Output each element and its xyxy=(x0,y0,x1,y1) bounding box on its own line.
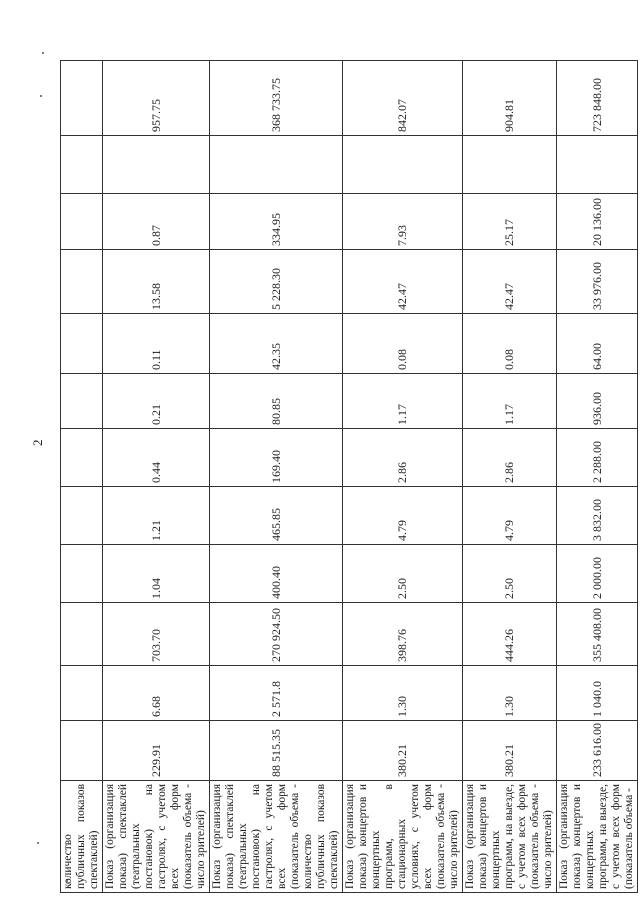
value-cell xyxy=(61,314,103,374)
value-cell: 7.93 xyxy=(343,194,463,250)
value-cell: 229.91 xyxy=(103,721,210,781)
value-cell: 270 924.50 xyxy=(210,603,343,666)
service-name-cell: количество публичных показов спектаклей) xyxy=(61,781,103,893)
service-name-cell: Показ (организация показа) спектаклей (театральных постановок) на гастролях, с учетом всех форм (показатель объема - число зрителей) xyxy=(103,781,210,893)
value-cell: 2 000.00 xyxy=(557,545,638,603)
value-cell xyxy=(61,429,103,487)
value-cell: 0.11 xyxy=(103,314,210,374)
value-cell: 6.68 xyxy=(103,666,210,721)
value-cell xyxy=(61,136,103,194)
value-cell: 2.86 xyxy=(343,429,463,487)
value-cell: 5 228.30 xyxy=(210,250,343,314)
value-cell: 64.00 xyxy=(557,314,638,374)
value-cell: 20 136.00 xyxy=(557,194,638,250)
value-cell: 0.08 xyxy=(343,314,463,374)
value-cell: 33 976.00 xyxy=(557,250,638,314)
value-cell: 1 040.0 xyxy=(557,666,638,721)
value-cell: 1.30 xyxy=(343,666,463,721)
value-cell xyxy=(61,374,103,429)
value-cell: 723 848.00 xyxy=(557,61,638,136)
scan-speck xyxy=(42,52,44,54)
value-cell: 2.86 xyxy=(463,429,557,487)
value-cell: 1.04 xyxy=(103,545,210,603)
value-cell: 334.95 xyxy=(210,194,343,250)
value-cell xyxy=(61,194,103,250)
value-cell: 0.44 xyxy=(103,429,210,487)
report-table xyxy=(60,60,638,893)
table-row xyxy=(463,61,557,893)
service-name-cell: Показ (организация показа) концертов и концертных программ, в стационарных условиях, с учетом всех форм (показатель объема - число зрителей) xyxy=(343,781,463,893)
value-cell: 2.50 xyxy=(463,545,557,603)
value-cell: 368 733.75 xyxy=(210,61,343,136)
service-name-cell: Показ (организация показа) концертов и концертных программ, на выезде, с учетом всех форм (показатель объема - число зрителей) xyxy=(463,781,557,893)
table-row xyxy=(210,61,343,893)
table-row xyxy=(61,61,103,893)
value-cell: 936.00 xyxy=(557,374,638,429)
value-cell: 3 832.00 xyxy=(557,487,638,545)
value-cell: 1.17 xyxy=(343,374,463,429)
value-cell xyxy=(61,545,103,603)
value-cell: 4.79 xyxy=(343,487,463,545)
table-row xyxy=(103,61,210,893)
value-cell: 1.30 xyxy=(463,666,557,721)
value-cell: 42.47 xyxy=(343,250,463,314)
value-cell: 25.17 xyxy=(463,194,557,250)
value-cell: 2 571.8 xyxy=(210,666,343,721)
value-cell xyxy=(61,666,103,721)
value-cell xyxy=(61,603,103,666)
value-cell: 842.07 xyxy=(343,61,463,136)
value-cell: 0.21 xyxy=(103,374,210,429)
value-cell: 355 408.00 xyxy=(557,603,638,666)
value-cell: 703.70 xyxy=(103,603,210,666)
value-cell: 400.40 xyxy=(210,545,343,603)
value-cell: 42.35 xyxy=(210,314,343,374)
value-cell: 904.81 xyxy=(463,61,557,136)
table-row xyxy=(343,61,463,893)
scan-speck xyxy=(37,842,39,844)
value-cell: 80.85 xyxy=(210,374,343,429)
value-cell: 233 616.00 xyxy=(557,721,638,781)
value-cell xyxy=(210,136,343,194)
value-cell: 444.26 xyxy=(463,603,557,666)
value-cell: 0.08 xyxy=(463,314,557,374)
page-number: 2 xyxy=(30,439,45,446)
service-name-cell: Показ (организация показа) концертов и концертных программ, на выезде, с учетом всех форм (показатель объема - xyxy=(557,781,638,893)
value-cell: 1.21 xyxy=(103,487,210,545)
value-cell: 2.50 xyxy=(343,545,463,603)
value-cell xyxy=(61,61,103,136)
value-cell: 2 288.00 xyxy=(557,429,638,487)
value-cell: 1.17 xyxy=(463,374,557,429)
scan-speck xyxy=(40,95,42,97)
value-cell xyxy=(61,250,103,314)
value-cell: 42.47 xyxy=(463,250,557,314)
value-cell: 88 515.35 xyxy=(210,721,343,781)
service-name-cell: Показ (организация показа) спектаклей (театральных постановок) на гастролях, с учетом всех форм (показатель объема - количество публичных показов спектаклей) xyxy=(210,781,343,893)
table-row xyxy=(557,61,638,893)
value-cell: 169.40 xyxy=(210,429,343,487)
value-cell xyxy=(557,136,638,194)
value-cell: 957.75 xyxy=(103,61,210,136)
report-table-container xyxy=(60,61,635,893)
value-cell xyxy=(343,136,463,194)
value-cell xyxy=(103,136,210,194)
value-cell: 380.21 xyxy=(343,721,463,781)
value-cell: 380.21 xyxy=(463,721,557,781)
value-cell: 398.76 xyxy=(343,603,463,666)
value-cell xyxy=(463,136,557,194)
value-cell: 465.85 xyxy=(210,487,343,545)
value-cell xyxy=(61,721,103,781)
value-cell xyxy=(61,487,103,545)
value-cell: 0.87 xyxy=(103,194,210,250)
value-cell: 4.79 xyxy=(463,487,557,545)
value-cell: 13.58 xyxy=(103,250,210,314)
